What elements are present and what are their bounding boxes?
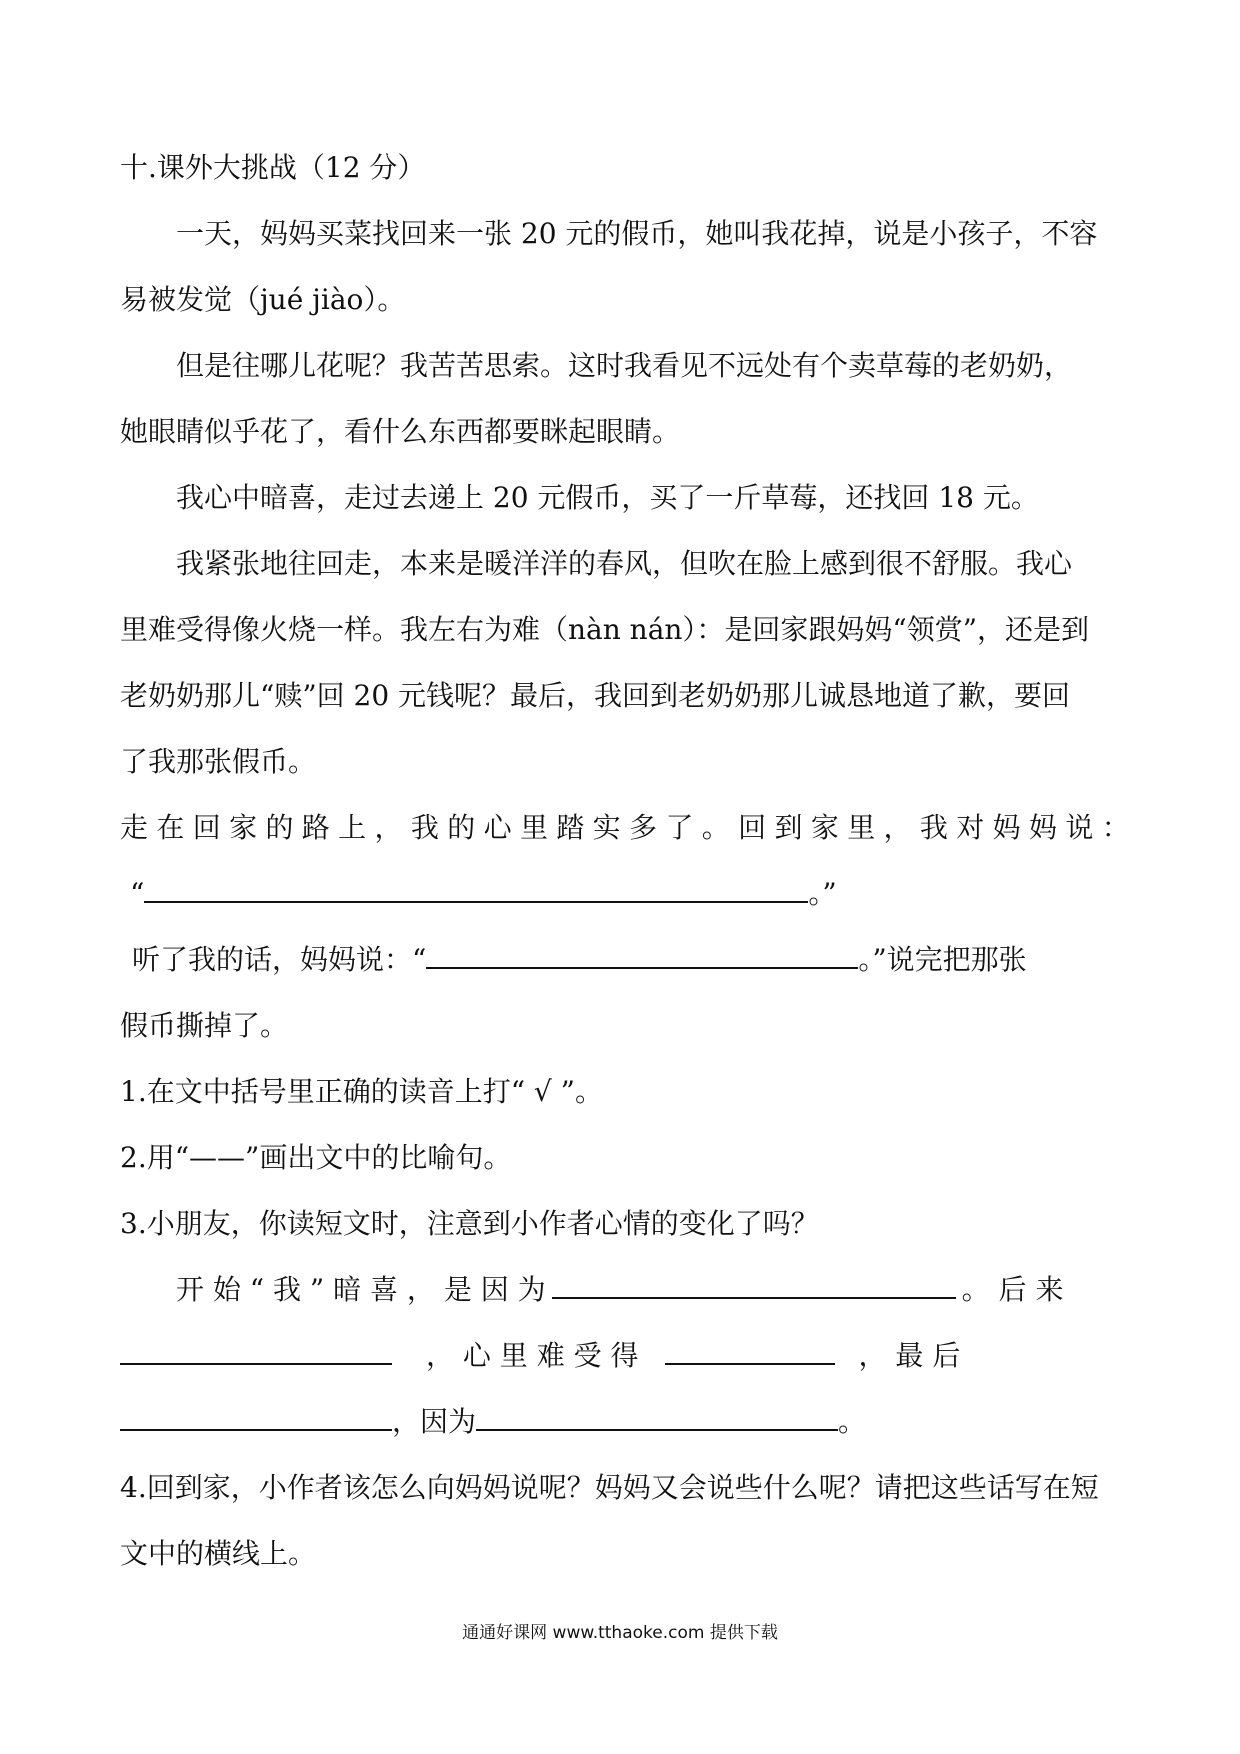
- question-4-line-1: 4.回到家，小作者该怎么向妈妈说呢？妈妈又会说些什么呢？请把这些话写在短: [120, 1471, 1099, 1504]
- question-1: 1.在文中括号里正确的读音上打“ √ ”。: [120, 1075, 603, 1108]
- q3-suffix: 。 后 来: [961, 1273, 1064, 1306]
- question-3-answer-line-2: [120, 1338, 1130, 1404]
- spread-char: 家: [810, 811, 839, 844]
- question-2: 2.用“——”画出文中的比喻句。: [120, 1141, 512, 1174]
- quote-open: “: [130, 877, 145, 910]
- worksheet-page: [120, 150, 1130, 1602]
- story-paragraph-1-line-2: 易被发觉（jué jiào）。: [120, 283, 406, 316]
- story-paragraph-4-line-4: 了我那张假币。: [120, 745, 317, 778]
- spread-char: 了: [665, 811, 694, 844]
- question-3-answer-line-1: [120, 1272, 1130, 1338]
- spread-char: 走: [120, 811, 149, 844]
- quote-close: 。”: [808, 877, 837, 910]
- q3-prefix: 开 始 “ 我 ” 暗 喜 ， 是 因 为: [176, 1273, 546, 1306]
- q3-because: ，因为: [392, 1405, 477, 1438]
- mother-speech-prefix: 听了我的话，妈妈说：“: [132, 943, 427, 976]
- spread-char: 回: [738, 811, 767, 844]
- story-paragraph-5-line-1: [120, 810, 1130, 876]
- answer-blank-child-speech[interactable]: [144, 877, 808, 903]
- spread-char: 心: [483, 811, 512, 844]
- answer-blank-q3-later[interactable]: [120, 1339, 392, 1365]
- spread-char: 回: [192, 811, 221, 844]
- spread-char: 我: [919, 811, 948, 844]
- spread-char: 踏: [556, 811, 585, 844]
- story-paragraph-5-line-2: [120, 876, 1130, 942]
- q3-end: 。: [838, 1405, 867, 1438]
- story-paragraph-6-line-2: 假币撕掉了。: [120, 1009, 289, 1042]
- story-paragraph-4-line-3: 老奶奶那儿“赎”回 20 元钱呢？最后，我回到老奶奶那儿诚恳地道了歉，要回: [120, 679, 1071, 712]
- answer-blank-q3-because[interactable]: [476, 1405, 838, 1431]
- spread-char: 我: [410, 811, 439, 844]
- answer-blank-q3-finally[interactable]: [120, 1405, 392, 1431]
- story-paragraph-6-line-1: [120, 942, 1130, 1008]
- story-paragraph-4-line-1: 我紧张地往回走，本来是暖洋洋的春风，但吹在脸上感到很不舒服。我心: [176, 547, 1073, 580]
- story-paragraph-1-line-1: 一天，妈妈买菜找回来一张 20 元的假币，她叫我花掉，说是小孩子，不容: [176, 217, 1098, 250]
- question-3-answer-line-3: [120, 1404, 1130, 1470]
- spread-char: 里: [847, 811, 876, 844]
- spread-char: 的: [447, 811, 476, 844]
- footer-credit: 通通好课网 www.tthaoke.com 提供下载: [462, 1623, 778, 1643]
- q3-middle: ， 心 里 难 受 得: [426, 1339, 639, 1372]
- question-3: 3.小朋友，你读短文时，注意到小作者心情的变化了吗？: [120, 1207, 819, 1240]
- spread-char: 。: [701, 811, 730, 844]
- spread-char: 实: [592, 811, 621, 844]
- section-title: 十.课外大挑战（12 分）: [120, 151, 426, 184]
- spread-char: 家: [229, 811, 258, 844]
- mother-speech-suffix: 。”说完把那张: [858, 943, 1027, 976]
- story-paragraph-3-line-1: 我心中暗喜，走过去递上 20 元假币，买了一斤草莓，还找回 18 元。: [176, 481, 1039, 514]
- spread-char: 妈: [1028, 811, 1057, 844]
- spread-char: 说: [1065, 811, 1094, 844]
- spread-char: 的: [265, 811, 294, 844]
- story-paragraph-2-line-2: 她眼睛似乎花了，看什么东西都要眯起眼睛。: [120, 415, 681, 448]
- spread-char: 路: [301, 811, 330, 844]
- answer-blank-q3-reason[interactable]: [552, 1273, 956, 1299]
- story-paragraph-2-line-1: 但是往哪儿花呢？我苦苦思索。这时我看见不远处有个卖草莓的老奶奶，: [176, 349, 1073, 382]
- spread-char: 妈: [992, 811, 1021, 844]
- story-paragraph-4-line-2: 里难受得像火烧一样。我左右为难（nàn nán）：是回家跟妈妈“领赏”，还是到: [120, 613, 1090, 646]
- question-4-line-2: 文中的横线上。: [120, 1537, 317, 1570]
- spread-char: 在: [156, 811, 185, 844]
- spread-char: ：: [1101, 811, 1130, 844]
- q3-finally: ， 最 后: [858, 1339, 961, 1372]
- spread-char: 多: [629, 811, 658, 844]
- spread-char: 对: [956, 811, 985, 844]
- spread-char: 里: [519, 811, 548, 844]
- answer-blank-q3-feeling[interactable]: [665, 1339, 835, 1365]
- spread-char: 上: [338, 811, 367, 844]
- spread-char: ，: [374, 811, 403, 844]
- spread-char: 到: [774, 811, 803, 844]
- answer-blank-mother-speech[interactable]: [426, 943, 858, 969]
- spread-char: ，: [883, 811, 912, 844]
